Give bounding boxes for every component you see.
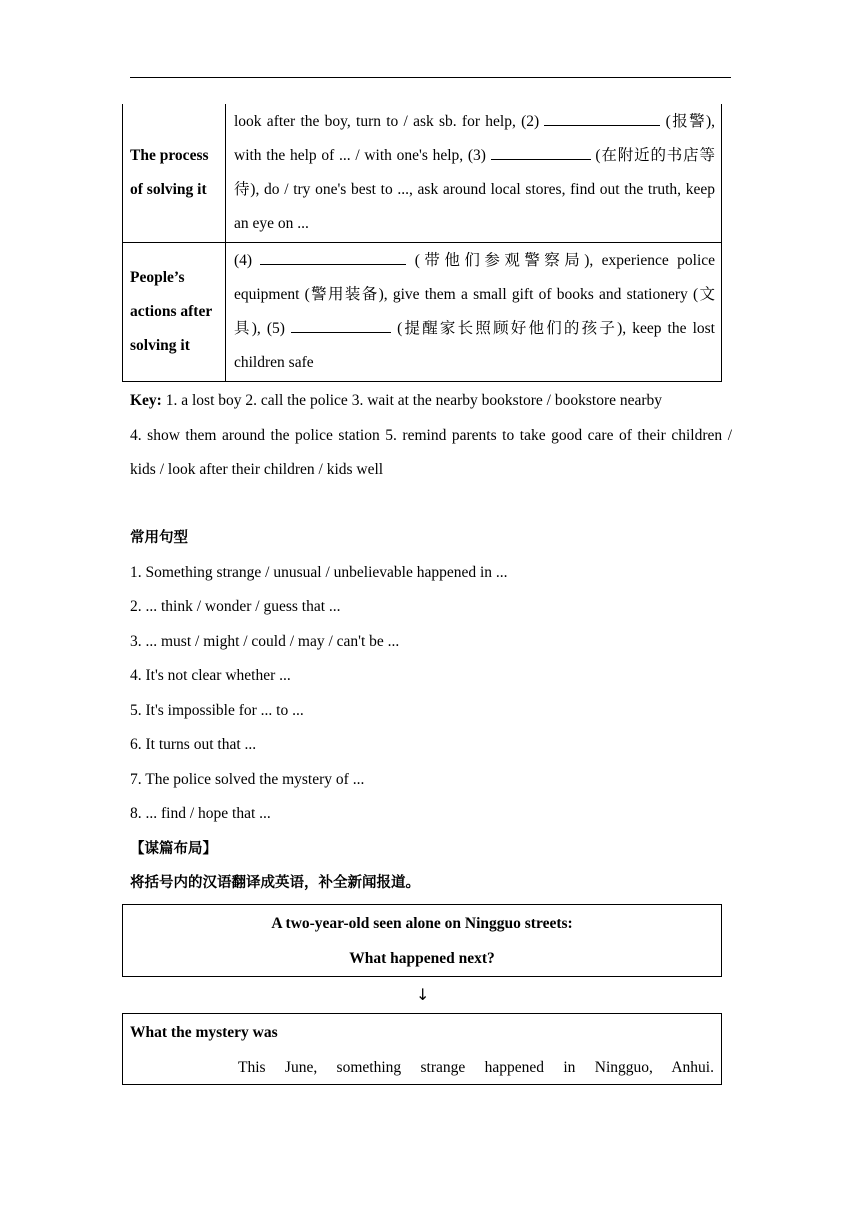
row-text: (带他们参观警察局), experience police equipment (警用装备), give them a small gift of books and stationery (文具), (5) (234, 251, 716, 337)
answer-blank (544, 109, 660, 126)
row-label: People’s actions after solving it (123, 242, 226, 381)
row-text: (报警), with the help of ... / with one's help, (3) (234, 112, 715, 164)
pattern-item: 5. It's impossible for ... to ... (130, 701, 304, 719)
pattern-item: 8. ... find / hope that ... (130, 805, 271, 822)
pattern-item: 7. The police solved the mystery of ... (130, 770, 365, 788)
answer-blank (260, 248, 406, 265)
row-text: (提醒家长照顾好他们的孩子), keep the lost children safe (234, 319, 715, 371)
row-text: (在附近的书店等待), do / try one's best to ..., ask around local stores, find out the truth, keep an eye on ... (234, 146, 715, 232)
patterns-heading: 常用句型 (130, 530, 188, 546)
arrow-down-icon: ↓ (416, 985, 430, 1004)
row-label: The process of solving it (123, 104, 226, 242)
layout-heading: 【谋篇布局】 (130, 840, 217, 857)
pattern-item: 6. It turns out that ... (130, 736, 257, 753)
key-line (130, 384, 732, 419)
row-content (226, 242, 722, 381)
answer-blank (491, 143, 591, 160)
row-content (226, 104, 722, 242)
key-text: 1. a lost boy 2. call the police 3. wait at the nearby bookstore / bookstore nearby (161, 392, 663, 409)
row-text: look after the boy, turn to / ask sb. for help, (2) (234, 112, 545, 130)
pattern-item: 1. Something strange / unusual / unbelievable happened in ... (130, 563, 508, 581)
key-label: Key: (130, 392, 162, 409)
patterns-section (130, 521, 732, 901)
row-text: (4) (234, 251, 261, 269)
mystery-heading: What the mystery was (130, 1024, 278, 1041)
key-line: 4. show them around the police station 5. remind parents to take good care of their children / kids / look after their children / kids well (130, 426, 732, 478)
header-rule (130, 77, 731, 78)
pattern-item: 2. ... think / wonder / guess that ... (130, 598, 341, 615)
news-title-line: A two-year-old seen alone on Ningguo streets: (271, 915, 573, 932)
key-section (130, 384, 732, 488)
mystery-box (122, 1013, 722, 1085)
answer-blank (291, 316, 391, 333)
table-row (123, 104, 722, 242)
pattern-item: 4. It's not clear whether ... (130, 667, 291, 684)
pattern-item: 3. ... must / might / could / may / can't be ... (130, 632, 400, 650)
news-title-line: What happened next? (349, 949, 495, 967)
instruction-text: 将括号内的汉语翻译成英语，补全新闻报道。 (130, 875, 420, 891)
mystery-text: This June, something strange happened in Ningguo, Anhui. (238, 1058, 714, 1076)
news-title-box (122, 904, 722, 977)
process-table (122, 104, 722, 382)
table-row (123, 242, 722, 381)
